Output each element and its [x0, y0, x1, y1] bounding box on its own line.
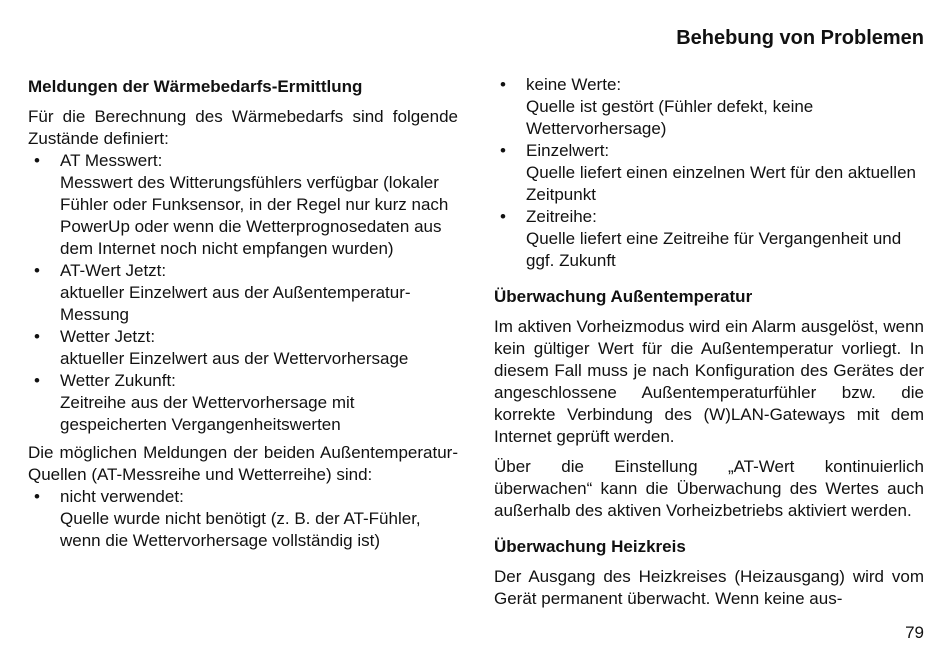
- list-item: [28, 260, 458, 326]
- message-list-continued: [494, 74, 924, 272]
- item-description: Quelle liefert einen einzelnen Wert für den aktuellen Zeitpunkt: [526, 163, 916, 204]
- item-term: Zeitreihe:: [526, 207, 597, 226]
- section-heading-outdoor-temperature: Überwachung Außentemperatur: [494, 287, 753, 306]
- item-term: Einzelwert:: [526, 141, 610, 160]
- item-term: nicht verwendet:: [60, 487, 184, 506]
- state-list: [28, 150, 458, 436]
- item-term: Wetter Jetzt:: [60, 327, 156, 346]
- item-term: AT-Wert Jetzt:: [60, 261, 167, 280]
- item-term: keine Werte:: [526, 75, 622, 94]
- item-description: Quelle liefert eine Zeitreihe für Vergangenheit und ggf. Zukunft: [526, 229, 902, 270]
- list-item: [28, 486, 458, 552]
- bullet-icon: •: [34, 327, 40, 346]
- item-description: aktueller Einzelwert aus der Außentemperatur-Messung: [60, 283, 411, 324]
- item-description: Zeitreihe aus der Wettervorhersage mit gespeicherten Vergangenheitswerten: [60, 393, 355, 434]
- bullet-icon: •: [500, 75, 506, 94]
- list-item: [28, 370, 458, 436]
- list-item: [494, 74, 924, 140]
- outdoor-temperature-paragraph-2: Über die Einstellung „AT-Wert kontinuierlich überwachen“ kann die Überwachung des Wertes auch außerhalb des aktiven Vorheizbetriebs aktiviert werden.: [494, 457, 924, 520]
- bullet-icon: •: [34, 151, 40, 170]
- message-list: [28, 486, 458, 552]
- section-heading-heating-circuit: Überwachung Heizkreis: [494, 537, 686, 556]
- list-item: [28, 150, 458, 260]
- section-heading-heat-demand: Meldungen der Wärmebedarfs-Ermittlung: [28, 77, 363, 96]
- item-description: aktueller Einzelwert aus der Wettervorhersage: [60, 349, 409, 368]
- list-item: [494, 140, 924, 206]
- item-term: AT Messwert:: [60, 151, 163, 170]
- item-description: Quelle ist gestört (Fühler defekt, keine Wettervorhersage): [526, 97, 814, 138]
- bullet-icon: •: [500, 207, 506, 226]
- page-number: 79: [905, 623, 924, 642]
- list-item: [28, 326, 458, 370]
- bullet-icon: •: [500, 141, 506, 160]
- messages-intro-paragraph: Die möglichen Meldungen der beiden Außentemperatur-Quellen (AT-Messreihe und Wetterreihe) sind:: [28, 443, 458, 484]
- heating-circuit-paragraph: Der Ausgang des Heizkreises (Heizausgang) wird vom Gerät permanent überwacht. Wenn keine aus-: [494, 567, 924, 608]
- list-item: [494, 206, 924, 272]
- intro-paragraph: Für die Berechnung des Wärmebedarfs sind folgende Zustände definiert:: [28, 107, 458, 148]
- item-description: Messwert des Witterungsfühlers verfügbar (lokaler Fühler oder Funksensor, in der Regel nur kurz nach PowerUp oder wenn die Wetterprognosedaten aus dem Internet noch nicht empfangen wurden): [60, 173, 449, 258]
- bullet-icon: •: [34, 261, 40, 280]
- bullet-icon: •: [34, 487, 40, 506]
- right-column: [494, 74, 924, 610]
- outdoor-temperature-paragraph-1: Im aktiven Vorheizmodus wird ein Alarm ausgelöst, wenn kein gültiger Wert für die Außentemperatur vorliegt. In diesem Fall muss je nach Konfiguration des Gerätes der angeschlossene Außentemperaturfühler bzw. die korrekte Verbindung des (W)LAN-Gateways mit dem Internet geprüft werden.: [494, 317, 924, 446]
- page-header-title: Behebung von Problemen: [676, 27, 924, 49]
- item-term: Wetter Zukunft:: [60, 371, 176, 390]
- bullet-icon: •: [34, 371, 40, 390]
- left-column: [28, 76, 458, 552]
- item-description: Quelle wurde nicht benötigt (z. B. der AT-Fühler, wenn die Wettervorhersage vollständig ist): [60, 509, 421, 550]
